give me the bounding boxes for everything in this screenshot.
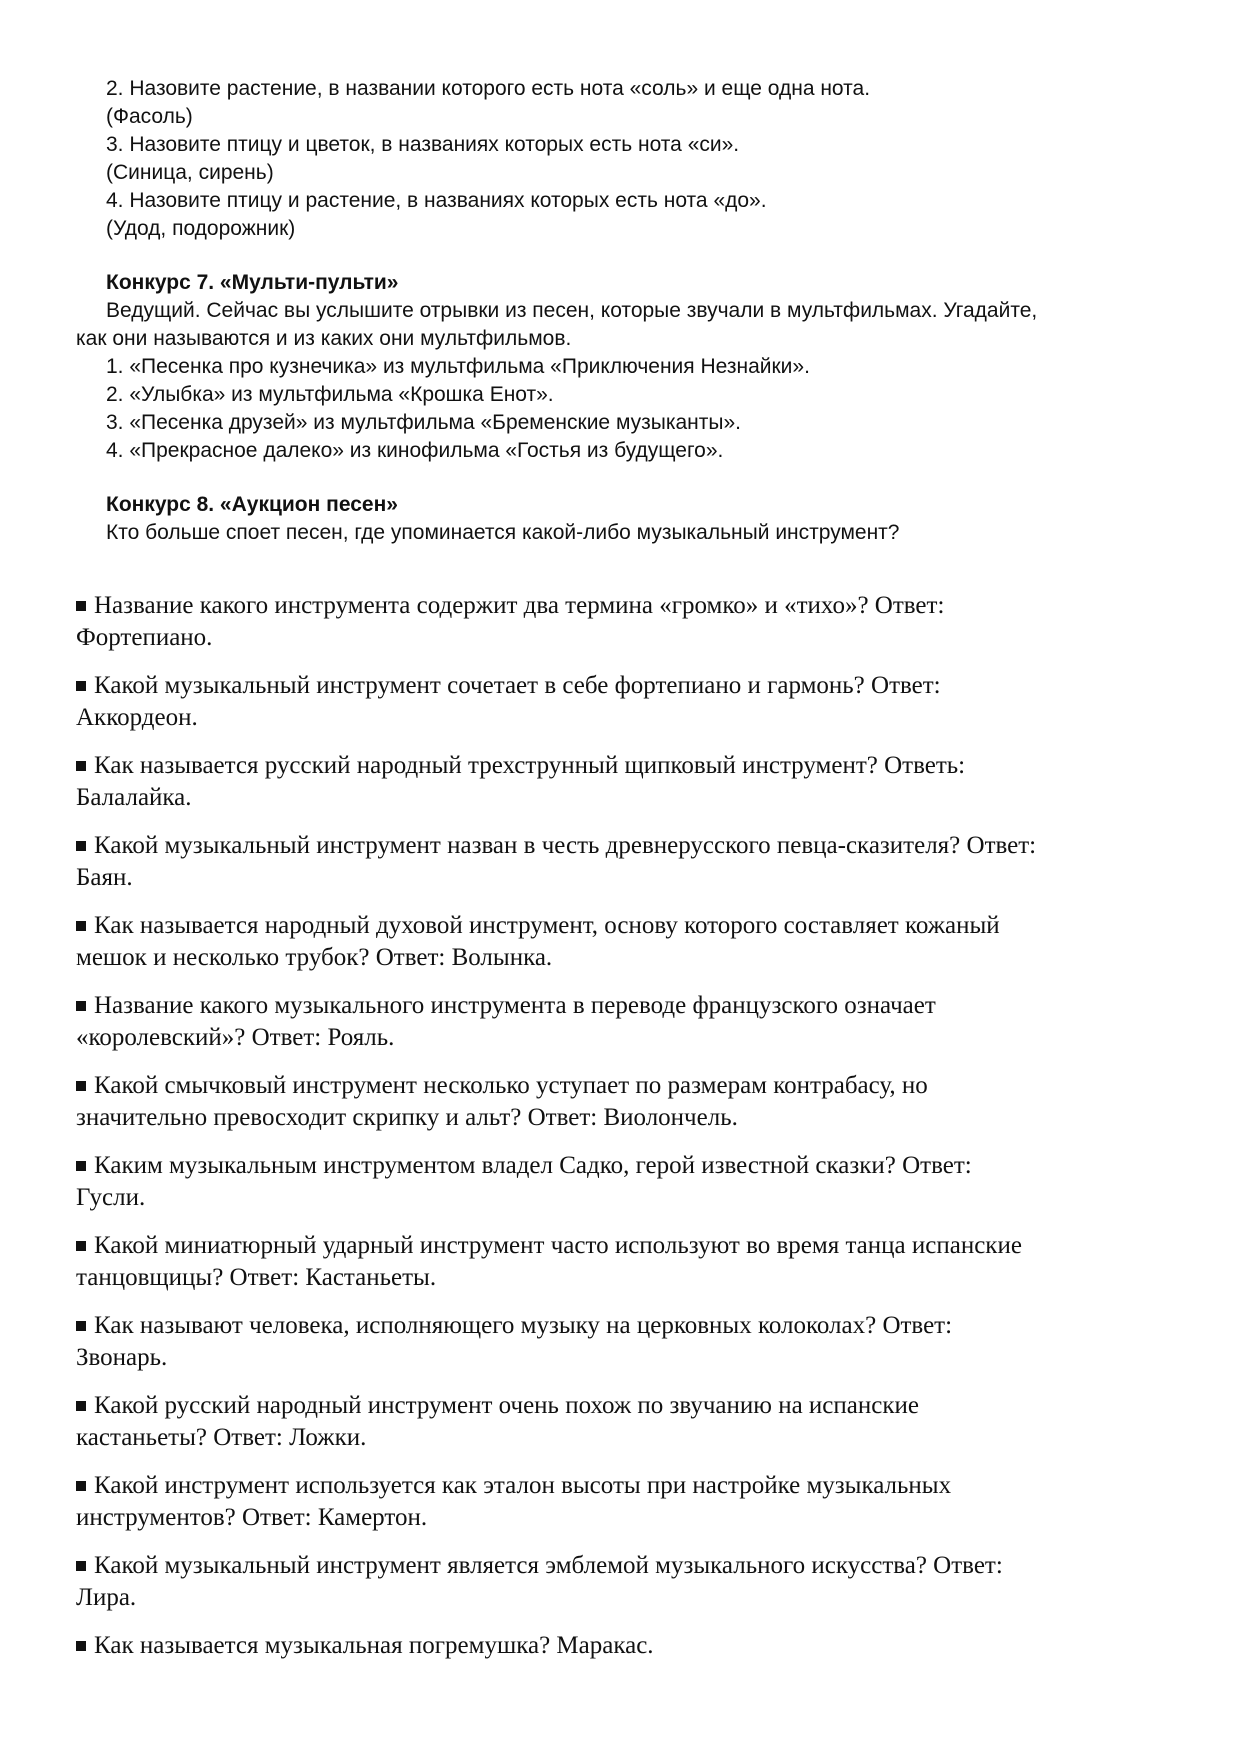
- square-bullet-icon: [76, 1321, 86, 1331]
- question-4-text: 4. Назовите птицу и растение, в названиях которых есть нота «до».: [106, 189, 767, 212]
- quiz-question-text: Какой инструмент используется как эталон высоты при настройке музыкальных: [94, 1472, 952, 1499]
- square-bullet-icon: [76, 1481, 86, 1491]
- question-2-text: 2. Назовите растение, в названии которого есть нота «соль» и еще одна нота.: [106, 77, 871, 100]
- quiz-answer-text: Фортепиано.: [76, 624, 213, 651]
- contest-7-item-2: 2. «Улыбка» из мультфильма «Крошка Енот».: [106, 383, 554, 406]
- square-bullet-icon: [76, 841, 86, 851]
- quiz-answer-text: значительно превосходит скрипку и альт? Ответ: Виолончель.: [76, 1104, 738, 1131]
- square-bullet-icon: [76, 681, 86, 691]
- quiz-item: [76, 1550, 1176, 1614]
- quiz-answer-text: Звонарь.: [76, 1344, 168, 1371]
- quiz-question-text: Как называется русский народный трехструнный щипковый инструмент? Ответь:: [94, 752, 966, 779]
- answer-4-text: (Удод, подорожник): [106, 217, 296, 240]
- square-bullet-icon: [76, 1241, 86, 1251]
- contest-7-item-3: 3. «Песенка друзей» из мультфильма «Бременские музыканты».: [106, 411, 741, 434]
- quiz-answer-text: танцовщицы? Ответ: Кастаньеты.: [76, 1264, 437, 1291]
- quiz-question-text: Как называется народный духовой инструмент, основу которого составляет кожаный: [94, 912, 1000, 939]
- answer-2-text: (Фасоль): [106, 105, 193, 128]
- quiz-answer-text: Балалайка.: [76, 784, 192, 811]
- quiz-item: [76, 1230, 1176, 1294]
- quiz-item: [76, 830, 1176, 894]
- square-bullet-icon: [76, 921, 86, 931]
- answer-3-text: (Синица, сирень): [106, 161, 274, 184]
- quiz-question-text: Какой музыкальный инструмент сочетает в себе фортепиано и гармонь? Ответ:: [94, 672, 941, 699]
- square-bullet-icon: [76, 1641, 86, 1651]
- quiz-answer-text: «королевский»? Ответ: Рояль.: [76, 1024, 395, 1051]
- quiz-item: [76, 590, 1176, 654]
- contest-7-item-4: 4. «Прекрасное далеко» из кинофильма «Гостья из будущего».: [106, 439, 724, 462]
- quiz-question-text: Как называется музыкальная погремушка? Маракас.: [94, 1632, 654, 1659]
- quiz-item: [76, 670, 1176, 734]
- square-bullet-icon: [76, 601, 86, 611]
- contest-7-intro-line-2: как они называются и из каких они мультфильмов.: [76, 327, 572, 350]
- quiz-answer-text: Лира.: [76, 1584, 137, 1611]
- quiz-answer-text: инструментов? Ответ: Камертон.: [76, 1504, 428, 1531]
- quiz-item: [76, 1630, 1176, 1662]
- quiz-answer-text: Аккордеон.: [76, 704, 198, 731]
- quiz-question-text: Какой смычковый инструмент несколько уступает по размерам контрабасу, но: [94, 1072, 928, 1099]
- quiz-item: [76, 1310, 1176, 1374]
- contest-8-intro: Кто больше споет песен, где упоминается какой-либо музыкальный инструмент?: [106, 521, 900, 544]
- quiz-question-text: Каким музыкальным инструментом владел Садко, герой известной сказки? Ответ:: [94, 1152, 972, 1179]
- quiz-item: [76, 750, 1176, 814]
- quiz-item: [76, 1390, 1176, 1454]
- contest-7-item-1: 1. «Песенка про кузнечика» из мультфильма «Приключения Незнайки».: [106, 355, 810, 378]
- square-bullet-icon: [76, 1561, 86, 1571]
- square-bullet-icon: [76, 761, 86, 771]
- quiz-question-text: Какой музыкальный инструмент назван в честь древнерусского певца-сказителя? Ответ:: [94, 832, 1037, 859]
- contest-7-intro-line-1: Ведущий. Сейчас вы услышите отрывки из песен, которые звучали в мультфильмах. Угадайте,: [106, 299, 1038, 322]
- question-3-text: 3. Назовите птицу и цветок, в названиях которых есть нота «си».: [106, 133, 740, 156]
- contest-7-title: Конкурс 7. «Мульти-пульти»: [106, 271, 399, 294]
- quiz-item: [76, 1470, 1176, 1534]
- square-bullet-icon: [76, 1081, 86, 1091]
- contest-8-title: Конкурс 8. «Аукцион песен»: [106, 493, 398, 516]
- quiz-question-text: Название какого инструмента содержит два термина «громко» и «тихо»? Ответ:: [94, 592, 945, 619]
- quiz-question-text: Как называют человека, исполняющего музыку на церковных колоколах? Ответ:: [94, 1312, 953, 1339]
- quiz-answer-text: мешок и несколько трубок? Ответ: Волынка.: [76, 944, 553, 971]
- quiz-question-text: Какой русский народный инструмент очень похож по звучанию на испанские: [94, 1392, 919, 1419]
- quiz-answer-text: кастаньеты? Ответ: Ложки.: [76, 1424, 367, 1451]
- quiz-item: [76, 990, 1176, 1054]
- square-bullet-icon: [76, 1401, 86, 1411]
- quiz-question-text: Название какого музыкального инструмента в переводе французского означает: [94, 992, 936, 1019]
- quiz-answer-text: Баян.: [76, 864, 133, 891]
- square-bullet-icon: [76, 1001, 86, 1011]
- quiz-item: [76, 1150, 1176, 1214]
- square-bullet-icon: [76, 1161, 86, 1171]
- quiz-item: [76, 910, 1176, 974]
- quiz-answer-text: Гусли.: [76, 1184, 146, 1211]
- quiz-question-text: Какой музыкальный инструмент является эмблемой музыкального искусства? Ответ:: [94, 1552, 1003, 1579]
- quiz-question-text: Какой миниатюрный ударный инструмент часто используют во время танца испанские: [94, 1232, 1022, 1259]
- quiz-item: [76, 1070, 1176, 1134]
